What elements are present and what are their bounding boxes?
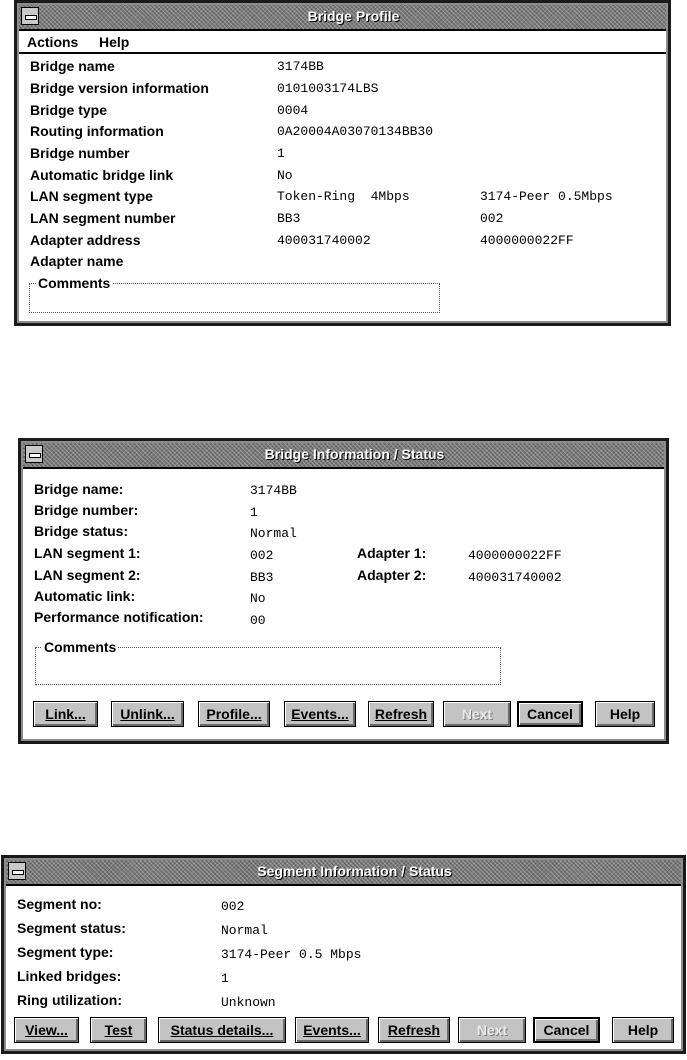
- bridge-profile-window: [14, 0, 671, 326]
- field-value: Normal: [221, 923, 268, 938]
- field-label: Automatic bridge link: [30, 167, 174, 183]
- window-title: Segment Information / Status: [257, 863, 452, 879]
- adapter-label: Adapter 1:: [357, 545, 427, 561]
- field-label: Bridge number: [30, 145, 130, 161]
- field-label: Routing information: [30, 123, 164, 139]
- status-details-button[interactable]: Status details...: [158, 1017, 286, 1043]
- comments-label: Comments: [44, 639, 117, 655]
- refresh-button[interactable]: Refresh: [368, 701, 434, 727]
- unlink-button[interactable]: Unlink...: [111, 701, 184, 727]
- field-label: Bridge name: [30, 58, 115, 74]
- field-value: 3174-Peer 0.5 Mbps: [221, 947, 362, 962]
- field-value: Token-Ring 4Mbps: [277, 189, 410, 204]
- title-bar[interactable]: [19, 5, 666, 31]
- system-menu-icon[interactable]: [8, 862, 26, 880]
- field-label: Segment status:: [17, 920, 126, 936]
- events-button[interactable]: Events...: [295, 1017, 369, 1043]
- window-title: Bridge Information / Status: [264, 446, 445, 462]
- field-label: Bridge name:: [34, 481, 124, 497]
- field-value-2: 4000000022FF: [480, 233, 574, 248]
- field-label: Bridge status:: [34, 523, 129, 539]
- adapter-value: 400031740002: [468, 570, 562, 585]
- title-bar[interactable]: [6, 860, 681, 886]
- events-button[interactable]: Events...: [284, 701, 356, 727]
- field-label: Bridge number:: [34, 502, 139, 518]
- field-label: Segment no:: [17, 896, 102, 912]
- field-label: Performance notification:: [34, 609, 204, 625]
- field-value-2: 3174-Peer 0.5Mbps: [480, 189, 613, 204]
- field-label: Bridge version information: [30, 80, 209, 96]
- adapter-value: 4000000022FF: [468, 548, 562, 563]
- test-button[interactable]: Test: [90, 1017, 147, 1043]
- field-value-2: 002: [480, 211, 504, 226]
- field-label: Bridge type: [30, 102, 108, 118]
- menu-bar: [19, 31, 666, 54]
- cancel-button[interactable]: Cancel: [517, 701, 583, 727]
- help-button[interactable]: Help: [595, 701, 655, 727]
- field-label: Linked bridges:: [17, 968, 122, 984]
- window-title: Bridge Profile: [307, 8, 400, 24]
- next-button[interactable]: Next: [458, 1017, 526, 1043]
- field-value: 0A20004A03070134BB30: [277, 124, 434, 139]
- profile-button[interactable]: Profile...: [198, 701, 270, 727]
- field-value: 400031740002: [277, 233, 371, 248]
- field-label: Adapter address: [30, 232, 141, 248]
- segment-status-window: [1, 855, 686, 1054]
- field-value: 1: [250, 505, 258, 520]
- field-value: BB3: [250, 570, 274, 585]
- field-value: No: [250, 591, 266, 606]
- comments-group: [29, 275, 440, 313]
- field-value: 002: [221, 899, 245, 914]
- field-value: Unknown: [221, 995, 276, 1010]
- bridge-status-window: [18, 438, 669, 744]
- comments-label: Comments: [38, 275, 111, 291]
- field-value: 3174BB: [277, 59, 324, 74]
- field-label: LAN segment type: [30, 188, 153, 204]
- view-button[interactable]: View...: [14, 1017, 79, 1043]
- menu-actions[interactable]: Actions: [27, 34, 79, 50]
- next-button[interactable]: Next: [443, 701, 511, 727]
- link-button[interactable]: Link...: [33, 701, 98, 727]
- cancel-button[interactable]: Cancel: [533, 1017, 600, 1043]
- field-label: Automatic link:: [34, 588, 136, 604]
- title-bar[interactable]: [23, 443, 664, 469]
- field-value: BB3: [277, 211, 301, 226]
- adapter-label: Adapter 2:: [357, 567, 427, 583]
- field-value: 1: [221, 971, 229, 986]
- field-value: 3174BB: [250, 483, 297, 498]
- help-button[interactable]: Help: [612, 1017, 674, 1043]
- field-value: 002: [250, 548, 274, 563]
- field-value: No: [277, 168, 293, 183]
- field-label: Adapter name: [30, 253, 124, 269]
- field-value: 1: [277, 146, 285, 161]
- system-menu-icon[interactable]: [25, 445, 43, 463]
- comments-group: [35, 639, 501, 685]
- bridge-profile-frame: [17, 3, 668, 323]
- field-label: LAN segment 2:: [34, 567, 141, 583]
- field-label: LAN segment 1:: [34, 545, 141, 561]
- field-label: Ring utilization:: [17, 992, 122, 1008]
- system-menu-icon[interactable]: [21, 7, 39, 25]
- field-label: LAN segment number: [30, 210, 176, 226]
- bridge-status-frame: [21, 441, 666, 741]
- menu-help[interactable]: Help: [99, 34, 130, 50]
- field-value: 0004: [277, 103, 309, 118]
- field-label: Segment type:: [17, 944, 114, 960]
- field-value: 00: [250, 613, 266, 628]
- field-value: Normal: [250, 526, 297, 541]
- segment-status-frame: [4, 858, 683, 1051]
- field-value: 0101003174LBS: [277, 81, 379, 96]
- refresh-button[interactable]: Refresh: [378, 1017, 450, 1043]
